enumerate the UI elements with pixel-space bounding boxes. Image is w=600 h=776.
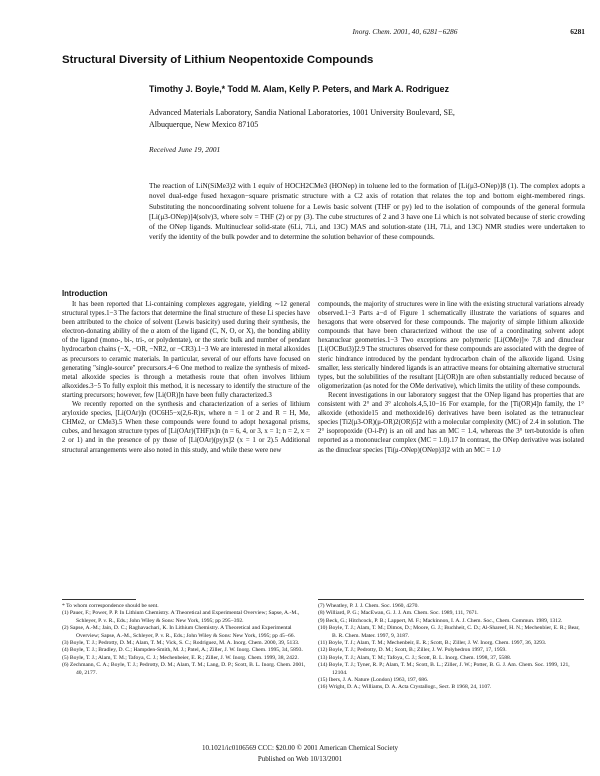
affiliation <box>149 107 579 130</box>
received-date: Received June 19, 2001 <box>149 145 221 154</box>
reference: (10) Boyle, T. J.; Alam, T. M.; Dimos, D.; Moore, G. J.; Buchheit, C. D.; Al-Shareef, H. N.; Mechenbier, E. R.; Bear, B. R. Chem. Mater. 1997, 9, 3187. <box>318 625 580 639</box>
reference: (5) Boyle, T. J.; Alam, T. M.; Tafoya, C. J.; Mechenbeier, E. R.; Ziller, J. W. Inorg. Chem. 1999, 38, 2422. <box>62 654 299 661</box>
reference: (8) Williard, P. G.; MacEwan, G. J. J. Am. Chem. Soc. 1989, 111, 7671. <box>318 610 479 617</box>
footer-published: Published on Web 10/13/2001 <box>257 755 343 763</box>
reference: (13) Boyle, T. J.; Alam, T. M.; Tafoya, C. J.; Scott, B. L. Inorg. Chem. 1998, 37, 5588. <box>318 654 512 661</box>
section-heading-introduction: Introduction <box>62 289 108 298</box>
intro-paragraph: We recently reported on the synthesis and characterization of a series of lithium aryloxide species, [Li(OAr)]n (OC6H5−x(2,6-R)x, where n = 1 or 2 and R = H, Me, CHMe2, or CMe3).5 When these compounds were found to adopt hexagonal prisms, cubes, and hexagon structure types of [Li(OAr)(THF)x]n (n = 6, 4, or 3, x = 1; n = 2, x = 2 or 1) and in the presence of py those of [Li(OAr)(py)x]2 (x = 1 or 2).5 Additional structural arrangements were also noted in this study, and while these were new <box>62 401 310 454</box>
reference: (15) Ibers, J. A. Nature (London) 1963, 197, 686. <box>318 677 429 684</box>
reference: (4) Boyle, T. J.; Bradley, D. C.; Hampden-Smith, M. J.; Patel, A.; Ziller, J. W. Inorg. Chem. 1995, 34, 5893. <box>62 647 303 654</box>
reference: (1) Pauer, F.; Power, P. P. In Lithium Chemistry. A Theoretical and Experimental Overview; Sapse, A.-M., Schleyer, P. v. R., Eds.; John Wiley & Sons: New York, 1995; pp 295−392. <box>62 610 300 624</box>
intro-paragraph: It has been reported that Li-containing complexes aggregate, yielding ∼12 general structural types.1−3 The factors that determine the final structure of these Li species have been attributed to the choice of solvent (Lewis basicity) used during their synthesis, the electron-donating ability of the α atom of the ligand (C, N, O, or X), the bonding ability of the ligand (mono-, bi-, tri-, or polydentate), or the steric bulk and number of pendant hydrocarbon chains (−X, −OR, −NR2, or −CR3).1−3 We are interested in metal alkoxides as precursors to ceramic materials. In particular, several of our efforts have focused on generating "single-source" precursors.4−6 One method to realize the synthesis of mixed-metal alkoxide species is through a metathesis route that often involves lithium alkoxides.3−5 To fully exploit this method, it is necessary to identify the structure of the starting precursors; however, few [Li(OR)]n have been fully characterized.3 <box>62 301 310 399</box>
affiliation-line-2: Albuquerque, New Mexico 87105 <box>149 119 259 129</box>
reference: (3) Boyle, T. J.; Pedrotty, D. M.; Alam, T. M.; Vick, S. C.; Rodriguez, M. A. Inorg. Chem. 2000, 39, 5133. <box>62 640 300 647</box>
intro-paragraph: compounds, the majority of structures were in line with the existing structural variations already observed.1−3 Parts a−d of Figure 1 schematically illustrate the variations of squares and hexagons that were observed for these compounds. The majority of simple lithium alkoxide compounds that have been characterized without the use of a coordinating solvent adopt hexanuclear geometries.1−3 Two exceptions are polymeric [Li(OMe)]∞ 7,8 and dinuclear [Li(OCBut3)]2.9 The structures observed for these compounds are associated with the degree of steric hindrance introduced by the pendant hydrocarbon chain of the alkoxide ligand. Using smaller, less sterically hindered ligands is an attractive means for obtaining alternative structural types, but the solubilities of the resultant [Li(OR)]n are often substantially reduced because of oligomerization (as noted for the OMe derivative), which limits the utility of these compounds. <box>318 301 584 390</box>
reference: (6) Zechmann, C. A.; Boyle, T. J.; Pedrotty, D. M.; Alam, T. M.; Lang, D. P.; Scott, B. L. Inorg. Chem. 2001, 40, 2177. <box>62 662 306 676</box>
reference: (2) Sapse, A.-M.; Jain, D. C.; Raghavachari, K. In Lithium Chemistry. A Theoretical and Experimental Overview; Sapse, A.-M., Schleyer, P. v. R., Eds.; John Wiley & Sons: New York, 1995; pp 45−66. <box>62 625 295 639</box>
references-rule <box>318 599 584 600</box>
abstract: The reaction of LiN(SiMe3)2 with 1 equiv of HOCH2CMe3 (HONep) in toluene led to the formation of [Li(μ3-ONep)]8 (1). The complex adopts a novel dual-edge fused hexagon−square prismatic structure with a C2 axis of rotation that relates the top and bottom eight-membered rings. Substituting the noncoordinating solvent toluene for a Lewis basic solvent (THF or py) led to the isolation of compounds of the general formula [Li(μ3-ONep)]4(solv)3, where solv = THF (2) or py (3). The cube structures of 2 and 3 have one Li which is not solvated because of steric crowding of the ONep ligands. Multinuclear solid-state (6Li, 7Li, and 13C) MAS and solution-state (1H, 7Li, and 13C) NMR studies were undertaken to verify the identity of the bulk powder and to determine the solution behavior of these compounds. <box>149 181 585 242</box>
page-number: 6281 <box>570 27 585 36</box>
reference: (9) Beck, G.; Hitchcock, P. B.; Lappert, M. F.; Mackinnon, I. A. J. Chem. Soc., Chem. Commun. 1989, 1312. <box>318 617 563 624</box>
article-authors: Timothy J. Boyle,* Todd M. Alam, Kelly P. Peters, and Mark A. Rodriguez <box>149 84 449 94</box>
intro-paragraph: Recent investigations in our laboratory suggest that the ONep ligand has properties that are consistent with 2° and 3° alcohols.4,5,10−16 For example, for the [Ti(OR)4]n family, the 1° alkoxide (ethoxide15 and methoxide16) derivatives have been isolated as the tetranuclear species [Ti2(μ3-OR)(μ-OR)2(OR)5]2 with a molecular complexity (MC) of 2.4 in solution. The 2° isopropoxide (O-i-Pr) is an oil and has an MC = 1.4, whereas the 3° tert-butoxide is often reported as a mononuclear complex (MC = 1.0).17 In contrast, the ONep derivative was isolated as the dinuclear species [Ti(μ-ONep)(ONep)3]2 with an MC = 1.0 <box>318 391 584 454</box>
footnotes-right <box>318 603 584 692</box>
article-title: Structural Diversity of Lithium Neopentoxide Compounds <box>62 54 374 66</box>
reference: (7) Wheatley, P. J. J. Chem. Soc. 1960, 4270. <box>318 603 419 609</box>
affiliation-line-1: Advanced Materials Laboratory, Sandia National Laboratories, 1001 University Boulevard, SE, <box>149 108 455 117</box>
reference: (12) Boyle, T. J.; Pedrotty, D. M.; Scott, B.; Ziller, J. W. Polyhedron 1997, 17, 1959. <box>318 647 507 654</box>
footer-doi: 10.1021/ic0106569 CCC: $20.00 © 2001 American Chemical Society <box>201 744 399 752</box>
footnote: * To whom correspondence should be sent. <box>62 603 159 609</box>
footnote-rule <box>62 599 136 600</box>
footnotes-left <box>62 603 310 677</box>
reference: (16) Wright, D. A.; Williams, D. A. Acta Crystallogr., Sect. B 1968, 24, 1107. <box>318 684 492 691</box>
reference: (11) Boyle, T. J.; Alam, T. M.; Mechenbeir, E. R.; Scott, B.; Ziller, J. W. Inorg. Chem. 1997, 36, 3293. <box>318 640 547 647</box>
left-column <box>62 300 310 455</box>
right-column <box>318 300 584 455</box>
reference: (14) Boyle, T. J.; Tyner, R. P.; Alam, T. M.; Scott, B. L.; Ziller, J. W.; Potter, B. G. J. Am. Chem. Soc. 1999, 121, 12104. <box>318 662 570 676</box>
journal-header: Inorg. Chem. 2001, 40, 6281−6286 <box>352 27 458 36</box>
